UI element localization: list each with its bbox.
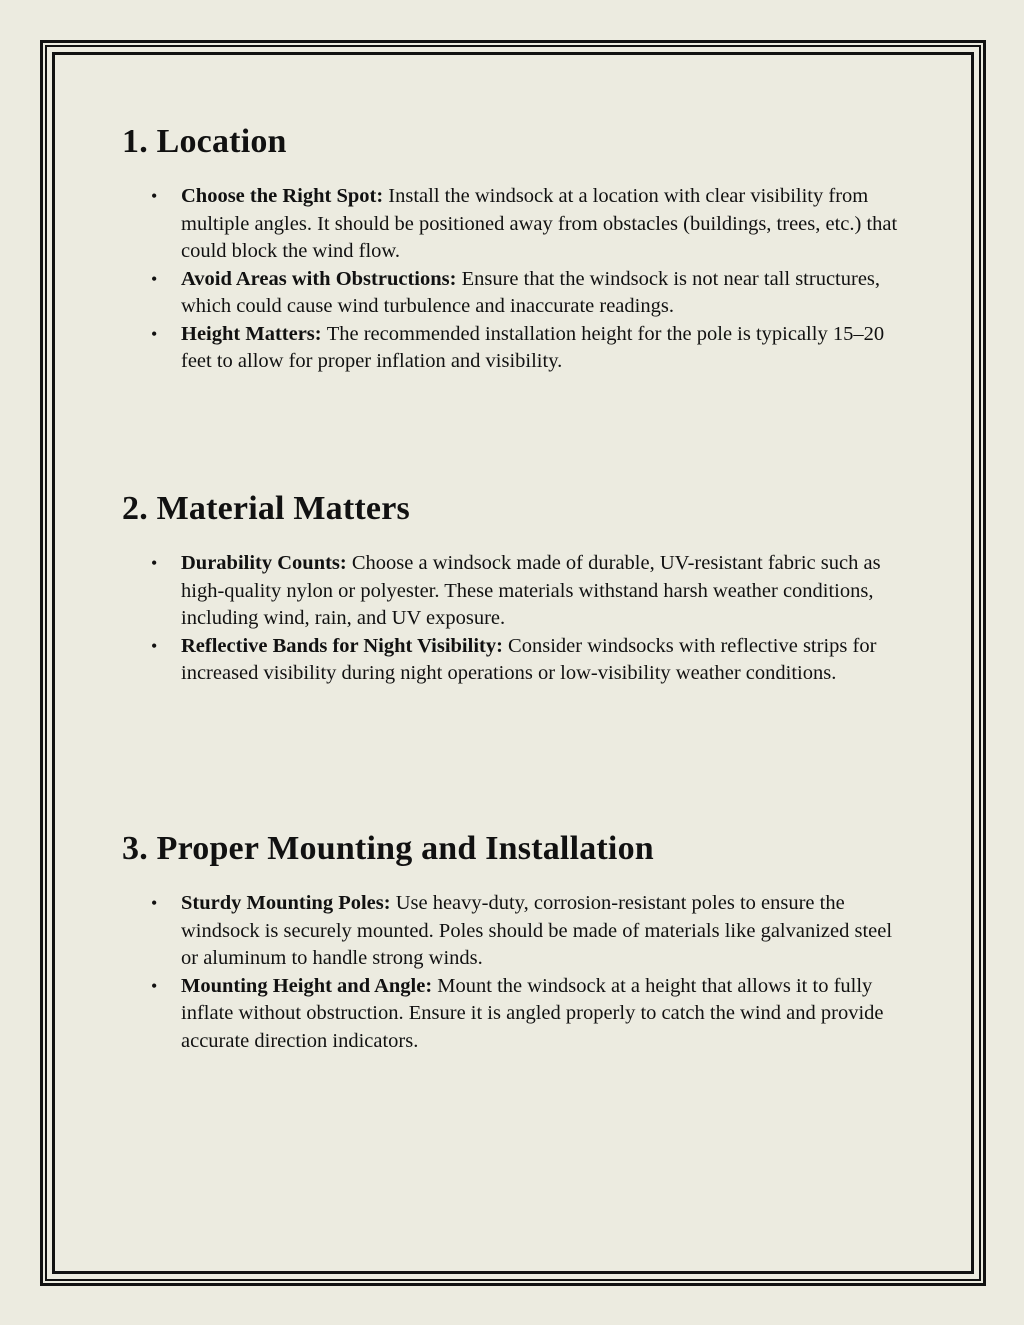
list-item	[151, 550, 912, 633]
section-heading: 3. Proper Mounting and Installation	[122, 830, 654, 867]
item-text: Mount the windsock at a height that allows it to fully inflate without obstruction. Ensure it is angled properly to catch the wind and provide accurate direction indicators.	[181, 974, 884, 1052]
bullet-icon: •	[151, 268, 158, 289]
document-content	[122, 118, 912, 1055]
item-text: Choose a windsock made of durable, UV-resistant fabric such as high-quality nylon or polyester. These materials withstand harsh weather conditions, including wind, rain, and UV exposure.	[181, 552, 881, 629]
section-material-matters	[122, 485, 912, 825]
bullet-icon: •	[151, 635, 158, 656]
section-heading: 1. Location	[122, 123, 287, 160]
item-text: Ensure that the windsock is not near tall structures, which could cause wind turbulence and inaccurate readings.	[181, 267, 881, 317]
item-text: The recommended installation height for the pole is typically 15–20 feet to allow for proper inflation and visibility.	[181, 322, 885, 372]
item-title: Mounting Height and Angle:	[181, 974, 438, 997]
bullet-icon: •	[151, 975, 158, 996]
item-text: Use heavy-duty, corrosion-resistant poles to ensure the windsock is securely mounted. Poles should be made of materials like galvanized steel or aluminum to handle strong winds.	[181, 892, 893, 969]
list-item	[151, 633, 912, 688]
bullet-list	[122, 183, 912, 376]
item-title: Avoid Areas with Obstructions:	[181, 267, 462, 290]
bullet-list	[122, 550, 912, 688]
item-title: Durability Counts:	[181, 552, 352, 574]
list-item	[151, 266, 912, 321]
bullet-icon: •	[151, 553, 158, 573]
bullet-icon: •	[151, 186, 158, 206]
bullet-icon: •	[151, 893, 158, 913]
list-item	[151, 890, 912, 973]
section-location	[122, 118, 912, 485]
list-item	[151, 973, 912, 1056]
list-item	[151, 183, 912, 266]
item-title: Sturdy Mounting Poles:	[181, 892, 396, 914]
bullet-list	[122, 890, 912, 1055]
item-title: Choose the Right Spot:	[181, 185, 389, 207]
list-item	[151, 321, 912, 376]
section-heading: 2. Material Matters	[122, 490, 410, 527]
section-mounting-installation	[122, 825, 912, 1055]
item-title: Height Matters:	[181, 322, 327, 345]
item-text: Consider windsocks with reflective strips for increased visibility during night operations or low-visibility weather conditions.	[181, 634, 877, 684]
item-text: Install the windsock at a location with clear visibility from multiple angles. It should be positioned away from obstacles (buildings, trees, etc.) that could block the wind flow.	[181, 185, 898, 262]
item-title: Reflective Bands for Night Visibility:	[181, 634, 509, 657]
bullet-icon: •	[151, 323, 158, 344]
